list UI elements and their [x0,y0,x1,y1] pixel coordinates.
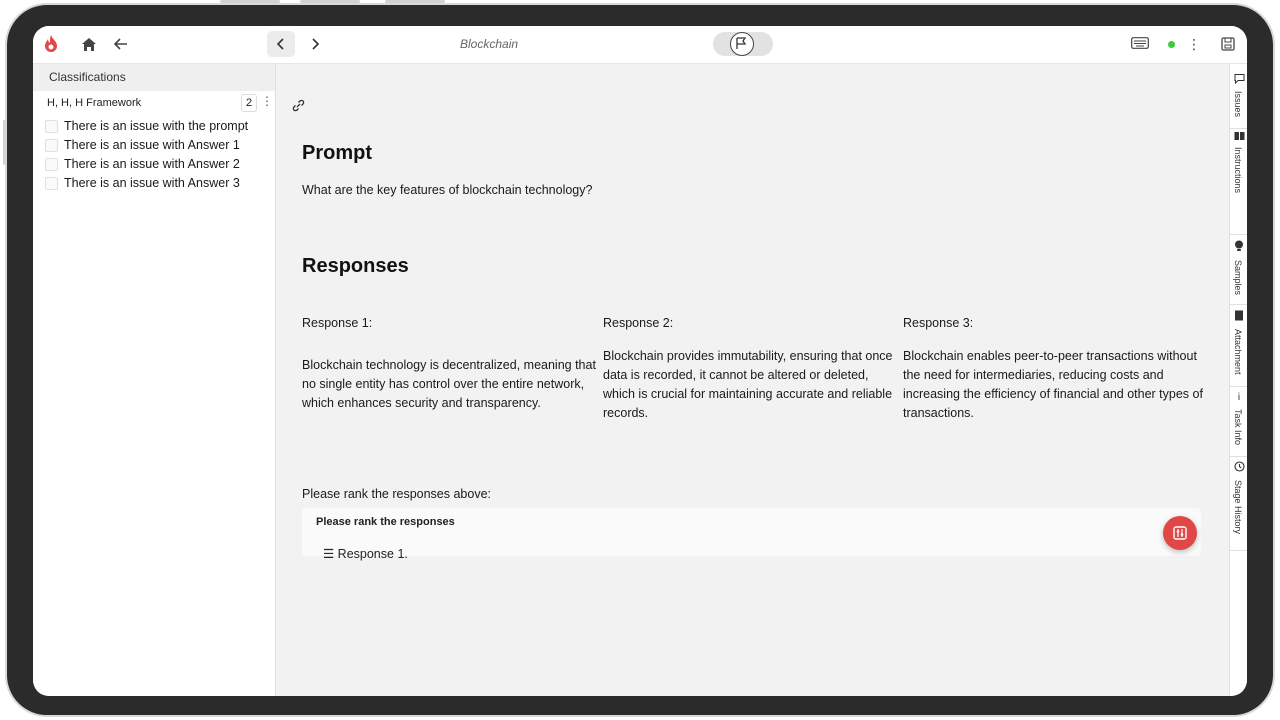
classification-item[interactable] [33,155,275,174]
tab-divider [1230,550,1247,551]
tab-divider [1230,456,1247,457]
more-options-icon[interactable]: ⋮ [1187,35,1201,52]
checkbox[interactable] [45,177,58,190]
tab-stage-history-label: Stage History [1233,480,1243,535]
tab-issues[interactable] [1230,70,1247,127]
history-icon [1233,460,1245,472]
tab-instructions[interactable] [1230,130,1247,210]
tab-divider [1230,234,1247,235]
classification-item[interactable] [33,117,275,136]
tablet-top-button-3 [385,0,445,3]
classifications-panel [33,64,276,696]
response-3-text: Blockchain enables peer-to-peer transactions without the need for intermediaries, reducing costs and increasing the efficiency of financial and other types of transactions. [903,349,1203,420]
tab-samples[interactable] [1230,240,1247,302]
book-icon [1233,130,1245,142]
ranking-title: Please rank the responses [316,516,455,528]
classifications-header: Classifications [33,64,275,91]
tab-instructions-label: Instructions [1233,147,1243,194]
tab-samples-label: Samples [1233,260,1243,296]
checkbox[interactable] [45,158,58,171]
checkbox-label: There is an issue with Answer 1 [64,138,240,152]
task-title: Blockchain [460,37,519,51]
response-1-text: Blockchain technology is decentralized, meaning that no single entity has control over the entire network, which enhances security and transparency. [302,358,596,410]
home-icon[interactable] [79,35,99,53]
tab-task-info[interactable] [1230,391,1247,456]
task-content [277,64,1229,696]
tab-stage-history[interactable] [1230,460,1247,550]
tab-divider [1230,386,1247,387]
flag-icon[interactable] [730,32,754,56]
response-2-label: Response 2: [603,316,674,330]
tab-issues-label: Issues [1233,91,1243,118]
next-button[interactable] [301,31,329,57]
checkbox[interactable] [45,120,58,133]
info-icon: i [1237,391,1241,403]
framework-more-icon[interactable]: ⋮ [261,94,273,108]
classification-item[interactable] [33,136,275,155]
framework-count-badge: 2 [241,94,257,112]
classification-item[interactable] [33,174,275,193]
settings-fab-button[interactable] [1163,516,1197,550]
flame-logo-icon[interactable] [42,33,60,55]
checkbox[interactable] [45,139,58,152]
response-1-label: Response 1: [302,316,373,330]
status-online-dot-icon [1168,41,1175,48]
back-arrow-icon[interactable] [111,35,131,53]
prompt-heading: Prompt [302,142,372,164]
app-screen [33,26,1247,696]
tablet-side-button [3,120,6,165]
file-icon [1233,309,1245,321]
framework-row [33,91,275,117]
response-3-label: Response 3: [903,316,974,330]
link-icon[interactable] [290,97,306,113]
tablet-top-button-1 [220,0,280,3]
tab-attachment[interactable] [1230,309,1247,383]
bulb-icon [1233,240,1245,252]
tablet-top-button-2 [300,0,360,3]
keyboard-icon[interactable] [1130,36,1150,50]
checkbox-label: There is an issue with the prompt [64,119,249,133]
previous-button[interactable] [267,31,295,57]
prompt-text: What are the key features of blockchain technology? [302,183,593,197]
tab-divider [1230,304,1247,305]
tab-task-info-label: Task Info [1233,409,1243,446]
rank-item-response-1[interactable]: ☰ Response 1. [323,547,408,561]
ranking-widget [302,508,1201,561]
checkbox-label: There is an issue with Answer 2 [64,157,240,171]
right-side-tabs [1229,64,1247,696]
save-icon[interactable] [1220,36,1236,52]
response-2-text: Blockchain provides immutability, ensuring that once data is recorded, it cannot be altered or deleted, which is crucial for maintaining accurate and reliable records. [603,349,893,420]
rank-instruction: Please rank the responses above: [302,487,492,501]
tab-attachment-label: Attachment [1233,329,1243,375]
top-bar [33,26,1247,64]
tab-divider [1230,128,1247,129]
chat-icon [1233,72,1245,84]
checkbox-label: There is an issue with Answer 3 [64,176,240,190]
responses-heading: Responses [302,255,409,277]
framework-name: H, H, H Framework [47,97,142,109]
